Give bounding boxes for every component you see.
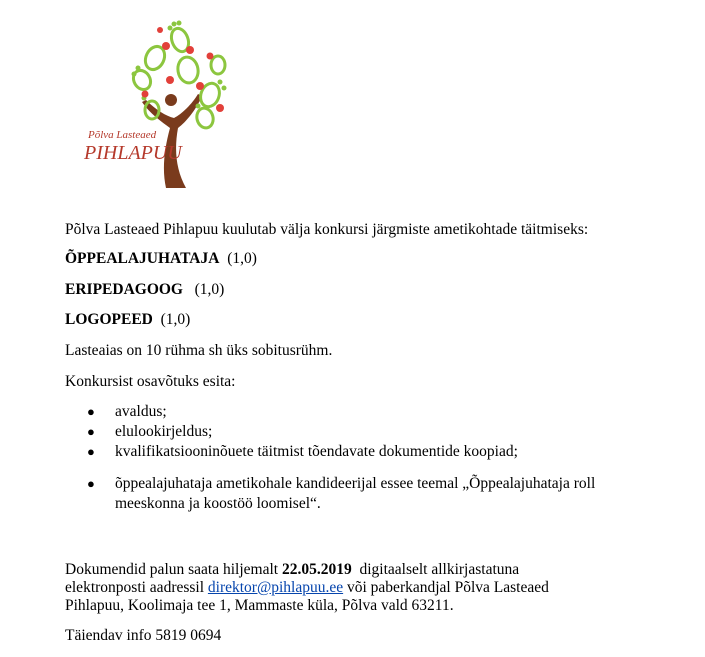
bullet-icon: ● (87, 476, 95, 491)
tree-logo-icon (70, 10, 235, 190)
position-title: ÕPPEALAJUHATAJA (65, 250, 220, 267)
bullet-icon: ● (87, 444, 95, 459)
list-item: ● avaldus; (87, 403, 167, 420)
requirements-list (65, 402, 595, 514)
list-item: ● õppealajuhataja ametikohale kandideerijal essee teemal „Õppealajuhataja roll meeskonna ja koostöö loomisel“. (87, 475, 596, 512)
bullet-icon: ● (87, 424, 95, 439)
deadline-date: 22.05.2019 (281, 561, 352, 578)
contact-info: Täiendav info 5819 0694 (65, 627, 222, 644)
kindergarten-logo (70, 10, 235, 190)
position-3 (65, 310, 190, 330)
logo-line1: Põlva Lasteaed (88, 129, 157, 141)
groups-text: Lasteaias on 10 rühma sh üks sobitusrühm. (65, 342, 333, 359)
deadline-line-3: Pihlapuu, Koolimaja tee 1, Mammaste küla, Põlva vald 63211. (65, 597, 454, 614)
deadline-line-2: elektronposti aadressil direktor@pihlapuu.ee või paberkandjal Põlva Lasteaed (65, 579, 549, 596)
logo-line2: PIHLAPUU (84, 142, 182, 164)
position-rate: (1,0) (227, 250, 257, 267)
position-2 (65, 280, 224, 300)
position-rate: (1,0) (160, 311, 191, 328)
intro-text: Põlva Lasteaed Pihlapuu kuulutab välja konkursi järgmiste ametikohtade täitmiseks: (65, 221, 589, 238)
email-link[interactable]: direktor@pihlapuu.ee (207, 579, 344, 596)
list-item: ● elulookirjeldus; (87, 423, 213, 440)
position-title: ERIPEDAGOOG (65, 281, 183, 298)
position-rate: (1,0) (194, 281, 225, 298)
submit-intro: Konkursist osavõtuks esita: (65, 373, 236, 390)
position-1 (65, 249, 257, 269)
bullet-icon: ● (87, 404, 95, 419)
deadline-line-1: Dokumendid palun saata hiljemalt 22.05.2019 digitaalselt allkirjastatuna (65, 561, 520, 578)
list-item: ● kvalifikatsiooninõuete täitmist tõendavate dokumentide koopiad; (87, 443, 518, 460)
position-title: LOGOPEED (65, 311, 153, 328)
